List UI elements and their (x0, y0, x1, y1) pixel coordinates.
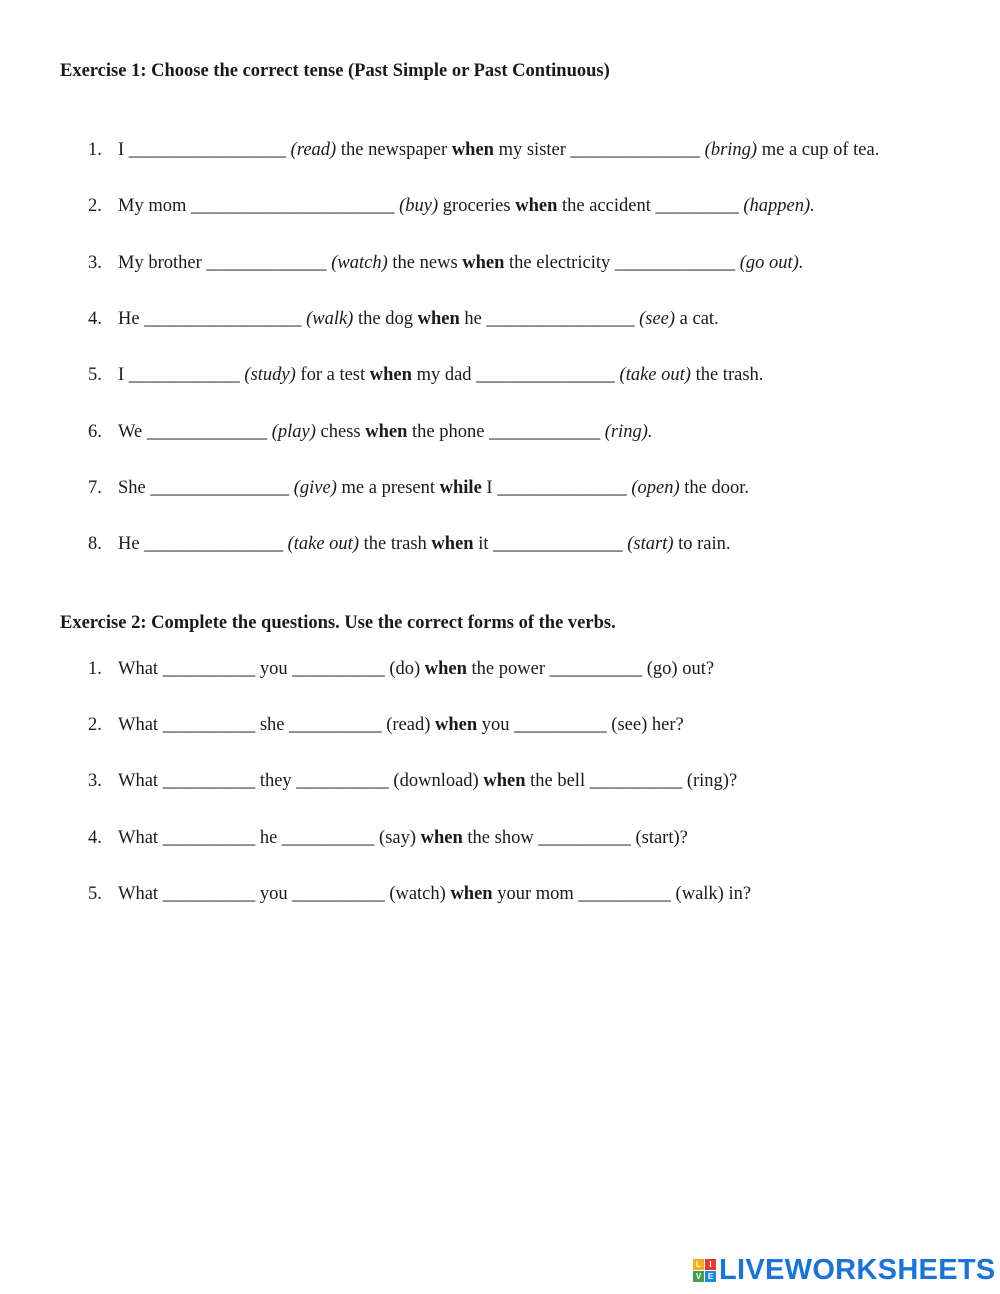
sentence-text: it (473, 534, 494, 555)
answer-blank[interactable]: _________________ (128, 140, 287, 160)
answer-blank[interactable]: __________ (162, 771, 256, 792)
sentence-text: I (118, 365, 129, 386)
verb-hint: (happen). (743, 196, 815, 217)
answer-blank[interactable]: ____________ (128, 365, 240, 386)
sentence-text: (see) her? (606, 715, 684, 736)
sentence-text: she (255, 715, 290, 736)
sentence-text: My brother (118, 252, 207, 273)
sentence-text: the news (387, 252, 463, 273)
logo-mark-cell: E (705, 1271, 716, 1282)
exercise2-item-3 (88, 769, 737, 793)
answer-blank[interactable]: ____________ (489, 421, 601, 442)
answer-blank[interactable]: ______________ (570, 140, 701, 160)
item-number: 6. (88, 421, 102, 442)
exercise1-title: Exercise 1: Choose the correct tense (Past Simple or Past Continuous) (60, 61, 610, 81)
sentence-text: He (118, 308, 145, 329)
logo-mark-cell: V (693, 1271, 704, 1282)
answer-blank[interactable]: __________ (292, 659, 385, 679)
keyword: when (417, 308, 460, 329)
answer-blank[interactable]: ______________________ (190, 196, 395, 217)
answer-blank[interactable]: __________ (162, 883, 256, 904)
sentence-text: your mom (492, 883, 579, 904)
liveworksheets-logo[interactable] (693, 1254, 996, 1286)
sentence-text: (ring)? (682, 771, 738, 792)
sentence-text: (download) (388, 771, 484, 792)
answer-blank[interactable]: ______________ (497, 477, 627, 498)
verb-hint: (take out) (287, 534, 359, 555)
exercise1-item-5 (88, 363, 763, 387)
sentence-text: What (118, 883, 163, 904)
answer-blank[interactable]: __________ (162, 827, 256, 848)
logo-mark-cell: I (705, 1259, 716, 1270)
keyword: when (451, 140, 494, 160)
logo-text: LIVEWORKSHEETS (719, 1253, 996, 1286)
verb-hint: (start) (627, 534, 674, 555)
item-number: 3. (88, 252, 102, 273)
sentence-text: the trash. (690, 365, 764, 386)
sentence-text: the electricity (504, 252, 615, 273)
verb-hint: (give) (293, 477, 337, 498)
answer-blank[interactable]: ______________ (493, 534, 623, 555)
sentence-text: (start)? (630, 827, 688, 848)
exercise1-item-2 (88, 194, 815, 218)
item-number: 4. (88, 827, 102, 848)
sentence-text: the accident (557, 196, 656, 217)
sentence-text: the door. (679, 477, 749, 498)
sentence-text: the bell (525, 771, 590, 792)
exercise1-item-8 (88, 532, 731, 556)
keyword: when (435, 715, 478, 736)
item-number: 2. (88, 196, 102, 217)
answer-blank[interactable]: _____________ (206, 252, 327, 273)
sentence-text: What (118, 659, 163, 679)
item-number: 2. (88, 715, 102, 736)
exercise2-item-5 (88, 882, 751, 906)
sentence-text: my sister (493, 140, 571, 160)
sentence-text: groceries (438, 196, 516, 217)
exercise1-item-3 (88, 251, 803, 275)
verb-hint: (walk) (306, 308, 354, 329)
keyword: when (365, 421, 408, 442)
item-number: 5. (88, 883, 102, 904)
answer-blank[interactable]: _______________ (476, 365, 615, 386)
sentence-text: he (459, 308, 487, 329)
keyword: when (431, 534, 474, 555)
sentence-text: he (255, 827, 282, 848)
verb-hint: (bring) (704, 140, 758, 160)
verb-hint: (see) (639, 308, 676, 329)
sentence-text: for a test (295, 365, 370, 386)
exercise1-item-1 (88, 138, 879, 162)
exercise1-item-6 (88, 420, 652, 444)
item-number: 1. (88, 659, 102, 679)
sentence-text: She (118, 477, 151, 498)
sentence-text: (go) out? (642, 659, 715, 679)
keyword: when (369, 365, 412, 386)
keyword: when (483, 771, 526, 792)
answer-blank[interactable]: _____________ (614, 252, 736, 273)
item-number: 5. (88, 365, 102, 386)
answer-blank[interactable]: __________ (289, 715, 382, 736)
verb-hint: (study) (244, 365, 296, 386)
sentence-text: My mom (118, 196, 191, 217)
item-number: 1. (88, 140, 102, 160)
sentence-text: me a cup of tea. (757, 140, 880, 160)
keyword: when (450, 883, 493, 904)
answer-blank[interactable]: _________ (655, 196, 739, 217)
answer-blank[interactable]: _______________ (144, 534, 283, 555)
item-number: 3. (88, 771, 102, 792)
verb-hint: (open) (631, 477, 680, 498)
sentence-text: a cat. (675, 308, 719, 329)
sentence-text: the dog (353, 308, 418, 329)
verb-hint: (watch) (331, 252, 388, 273)
sentence-text: to rain. (673, 534, 731, 555)
sentence-text: (read) (381, 715, 436, 736)
answer-blank[interactable]: __________ (578, 883, 671, 904)
sentence-text: I (118, 140, 129, 160)
item-number: 8. (88, 534, 102, 555)
sentence-text: me a present (336, 477, 440, 498)
keyword: while (439, 477, 482, 498)
sentence-text: (walk) in? (670, 883, 752, 904)
verb-hint: (take out) (619, 365, 691, 386)
sentence-text: (say) (374, 827, 421, 848)
sentence-text: you (255, 883, 293, 904)
sentence-text: He (118, 534, 145, 555)
verb-hint: (go out). (739, 252, 804, 273)
exercise2-item-1 (88, 657, 714, 681)
verb-hint: (play) (271, 421, 316, 442)
verb-hint: (buy) (399, 196, 439, 217)
keyword: when (515, 196, 558, 217)
verb-hint: (ring). (604, 421, 653, 442)
logo-mark-icon (693, 1259, 716, 1282)
answer-blank[interactable]: __________ (514, 715, 607, 736)
exercise1-item-7 (88, 476, 749, 500)
answer-blank[interactable]: _______________ (150, 477, 290, 498)
sentence-text: the phone (407, 421, 490, 442)
answer-blank[interactable]: __________ (281, 827, 375, 848)
answer-blank[interactable]: ________________ (486, 308, 635, 329)
keyword: when (420, 827, 463, 848)
answer-blank[interactable]: __________ (162, 659, 256, 679)
answer-blank[interactable]: __________ (162, 715, 256, 736)
sentence-text: the newspaper (336, 140, 452, 160)
answer-blank[interactable]: _____________ (146, 421, 268, 442)
answer-blank[interactable]: __________ (589, 771, 683, 792)
keyword: when (424, 659, 467, 679)
sentence-text: (watch) (384, 883, 451, 904)
answer-blank[interactable]: __________ (538, 827, 631, 848)
sentence-text: you (255, 659, 293, 679)
exercise2-item-4 (88, 826, 688, 850)
sentence-text: I (481, 477, 498, 498)
sentence-text: you (477, 715, 515, 736)
exercise1-item-4 (88, 307, 719, 331)
logo-mark-cell: L (693, 1259, 704, 1270)
answer-blank[interactable]: _________________ (144, 308, 302, 329)
sentence-text: the show (462, 827, 539, 848)
verb-hint: (read) (290, 140, 337, 160)
answer-blank[interactable]: __________ (296, 771, 389, 792)
sentence-text: What (118, 715, 163, 736)
exercise2-item-2 (88, 713, 684, 737)
answer-blank[interactable]: __________ (292, 883, 385, 904)
sentence-text: What (118, 827, 163, 848)
keyword: when (462, 252, 505, 273)
sentence-text: the power (466, 659, 550, 679)
answer-blank[interactable]: __________ (549, 659, 643, 679)
sentence-text: chess (315, 421, 366, 442)
sentence-text: they (255, 771, 297, 792)
sentence-text: We (118, 421, 147, 442)
sentence-text: the trash (358, 534, 432, 555)
sentence-text: my dad (411, 365, 477, 386)
exercise2-title: Exercise 2: Complete the questions. Use the correct forms of the verbs. (60, 613, 616, 633)
item-number: 4. (88, 308, 102, 329)
sentence-text: (do) (384, 659, 425, 679)
sentence-text: What (118, 771, 163, 792)
item-number: 7. (88, 477, 102, 498)
